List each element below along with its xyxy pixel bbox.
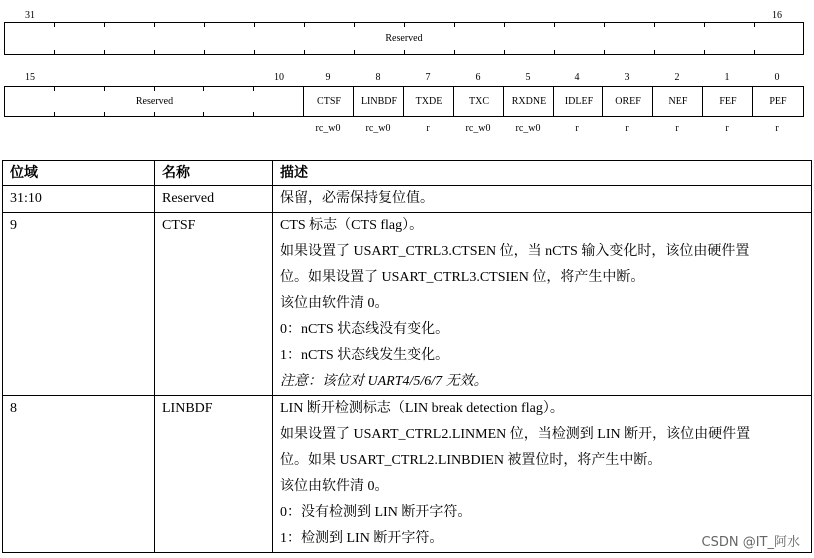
register-lower-tick (253, 112, 254, 117)
register-upper-tick (54, 22, 55, 27)
register-upper-tick (254, 22, 255, 27)
register-access-oref: r (625, 123, 629, 134)
register-lower-tick (203, 112, 204, 117)
description-line: 0：nCTS 状态线没有变化。 (280, 322, 450, 337)
register-lower-reserved-label: Reserved (135, 96, 174, 107)
bit-number-9: 9 (325, 72, 331, 83)
bit-number-6: 6 (475, 72, 481, 83)
bit-number-16: 16 (772, 10, 782, 21)
header-bitfield: 位域 (3, 161, 155, 186)
register-upper-tick (454, 50, 455, 55)
register-upper-tick (554, 22, 555, 27)
register-upper-tick (754, 22, 755, 27)
row-name: LINBDF (155, 396, 273, 553)
register-upper-tick (54, 50, 55, 55)
register-upper-tick (754, 50, 755, 55)
register-field-pef: PEF (769, 96, 787, 107)
register-upper-tick (304, 22, 305, 27)
bit-number-1: 1 (724, 72, 730, 83)
register-upper-tick (504, 50, 505, 55)
register-field-fef: FEF (719, 96, 737, 107)
register-upper-tick (254, 50, 255, 55)
register-upper-tick (654, 22, 655, 27)
description-line: LIN 断开检测标志（LIN break detection flag）。 (280, 401, 564, 416)
register-access-linbdf: rc_w0 (365, 123, 391, 134)
register-upper-tick (354, 22, 355, 27)
register-field-rxdne: RXDNE (511, 96, 547, 107)
register-field-idlef: IDLEF (564, 96, 594, 107)
register-upper-tick (554, 50, 555, 55)
register-field-linbdf: LINBDF (360, 96, 398, 107)
register-upper-tick (154, 50, 155, 55)
bit-number-3: 3 (624, 72, 630, 83)
description-line: 1：检测到 LIN 断开字符。 (280, 531, 444, 546)
bit-number-2: 2 (674, 72, 680, 83)
register-upper-tick (604, 50, 605, 55)
register-access-txde: r (426, 123, 430, 134)
register-upper-tick (304, 50, 305, 55)
description-line: 1：nCTS 状态线发生变化。 (280, 348, 450, 363)
table-header-row (3, 161, 812, 186)
watermark: CSDN @IT_阿水 (701, 535, 800, 550)
register-upper-tick (404, 50, 405, 55)
register-upper-tick (704, 22, 705, 27)
register-access-rxdne: rc_w0 (515, 123, 541, 134)
register-lower-tick (104, 86, 105, 91)
table-row (3, 186, 812, 213)
register-upper-tick (154, 22, 155, 27)
description-line: 位。如果 USART_CTRL2.LINBDIEN 被置位时，将产生中断。 (280, 453, 662, 468)
register-upper-tick (454, 22, 455, 27)
register-upper-tick (704, 50, 705, 55)
table-row (3, 213, 812, 396)
bit-number-31: 31 (25, 10, 35, 21)
row-description (273, 186, 812, 213)
register-access-idlef: r (575, 123, 579, 134)
register-lower-tick (104, 112, 105, 117)
register-upper-tick (204, 22, 205, 27)
register-field-txde: TXDE (415, 96, 443, 107)
register-access-txc: rc_w0 (465, 123, 491, 134)
description-line: 保留，必需保持复位值。 (280, 191, 434, 206)
description-line: 该位由软件清 0。 (280, 296, 389, 311)
register-lower-tick (54, 112, 55, 117)
row-name: Reserved (155, 186, 273, 213)
bit-number-4: 4 (574, 72, 580, 83)
register-access-nef: r (675, 123, 679, 134)
description-line: 如果设置了 USART_CTRL2.LINMEN 位，当检测到 LIN 断开，该位由硬件置 (280, 427, 751, 442)
row-description (273, 213, 812, 396)
register-upper-tick (104, 50, 105, 55)
register-lower-tick (54, 86, 55, 91)
register-field-nef: NEF (668, 96, 688, 107)
register-lower-tick (154, 112, 155, 117)
register-field-ctsf: CTSF (317, 96, 341, 107)
row-bitfield: 8 (3, 396, 155, 553)
register-upper-tick (654, 50, 655, 55)
register-lower-box (4, 86, 804, 117)
description-note: 注意：该位对 UART4/5/6/7 无效。 (280, 374, 488, 389)
row-description (273, 396, 812, 553)
register-field-txc: TXC (469, 96, 489, 107)
bit-number-8: 8 (375, 72, 381, 83)
bit-number-5: 5 (525, 72, 531, 83)
register-lower-tick (203, 86, 204, 91)
register-upper-tick (104, 22, 105, 27)
bit-number-7: 7 (425, 72, 431, 83)
bit-number-10: 10 (274, 72, 284, 83)
bit-number-0: 0 (774, 72, 780, 83)
bit-number-15: 15 (25, 72, 35, 83)
row-bitfield: 9 (3, 213, 155, 396)
header-description: 描述 (273, 161, 812, 186)
description-line: 如果设置了 USART_CTRL3.CTSEN 位，当 nCTS 输入变化时，该位由硬件置 (280, 244, 750, 259)
row-bitfield: 31:10 (3, 186, 155, 213)
register-upper-tick (504, 22, 505, 27)
table-row (3, 396, 812, 553)
register-access-ctsf: rc_w0 (315, 123, 341, 134)
description-line: 位。如果设置了 USART_CTRL3.CTSIEN 位，将产生中断。 (280, 270, 645, 285)
row-name: CTSF (155, 213, 273, 396)
register-access-pef: r (775, 123, 779, 134)
register-lower-tick (154, 86, 155, 91)
header-name: 名称 (155, 161, 273, 186)
description-line: 0：没有检测到 LIN 断开字符。 (280, 505, 472, 520)
register-field-oref: OREF (615, 96, 641, 107)
register-lower-tick (253, 86, 254, 91)
description-line: 该位由软件清 0。 (280, 479, 389, 494)
field-description-table (2, 160, 812, 553)
register-upper-tick (354, 50, 355, 55)
register-upper-reserved-label: Reserved (385, 33, 423, 44)
register-upper-tick (604, 22, 605, 27)
register-access-fef: r (725, 123, 729, 134)
register-upper-tick (404, 22, 405, 27)
description-line: CTS 标志（CTS flag）。 (280, 218, 424, 233)
register-upper-tick (204, 50, 205, 55)
